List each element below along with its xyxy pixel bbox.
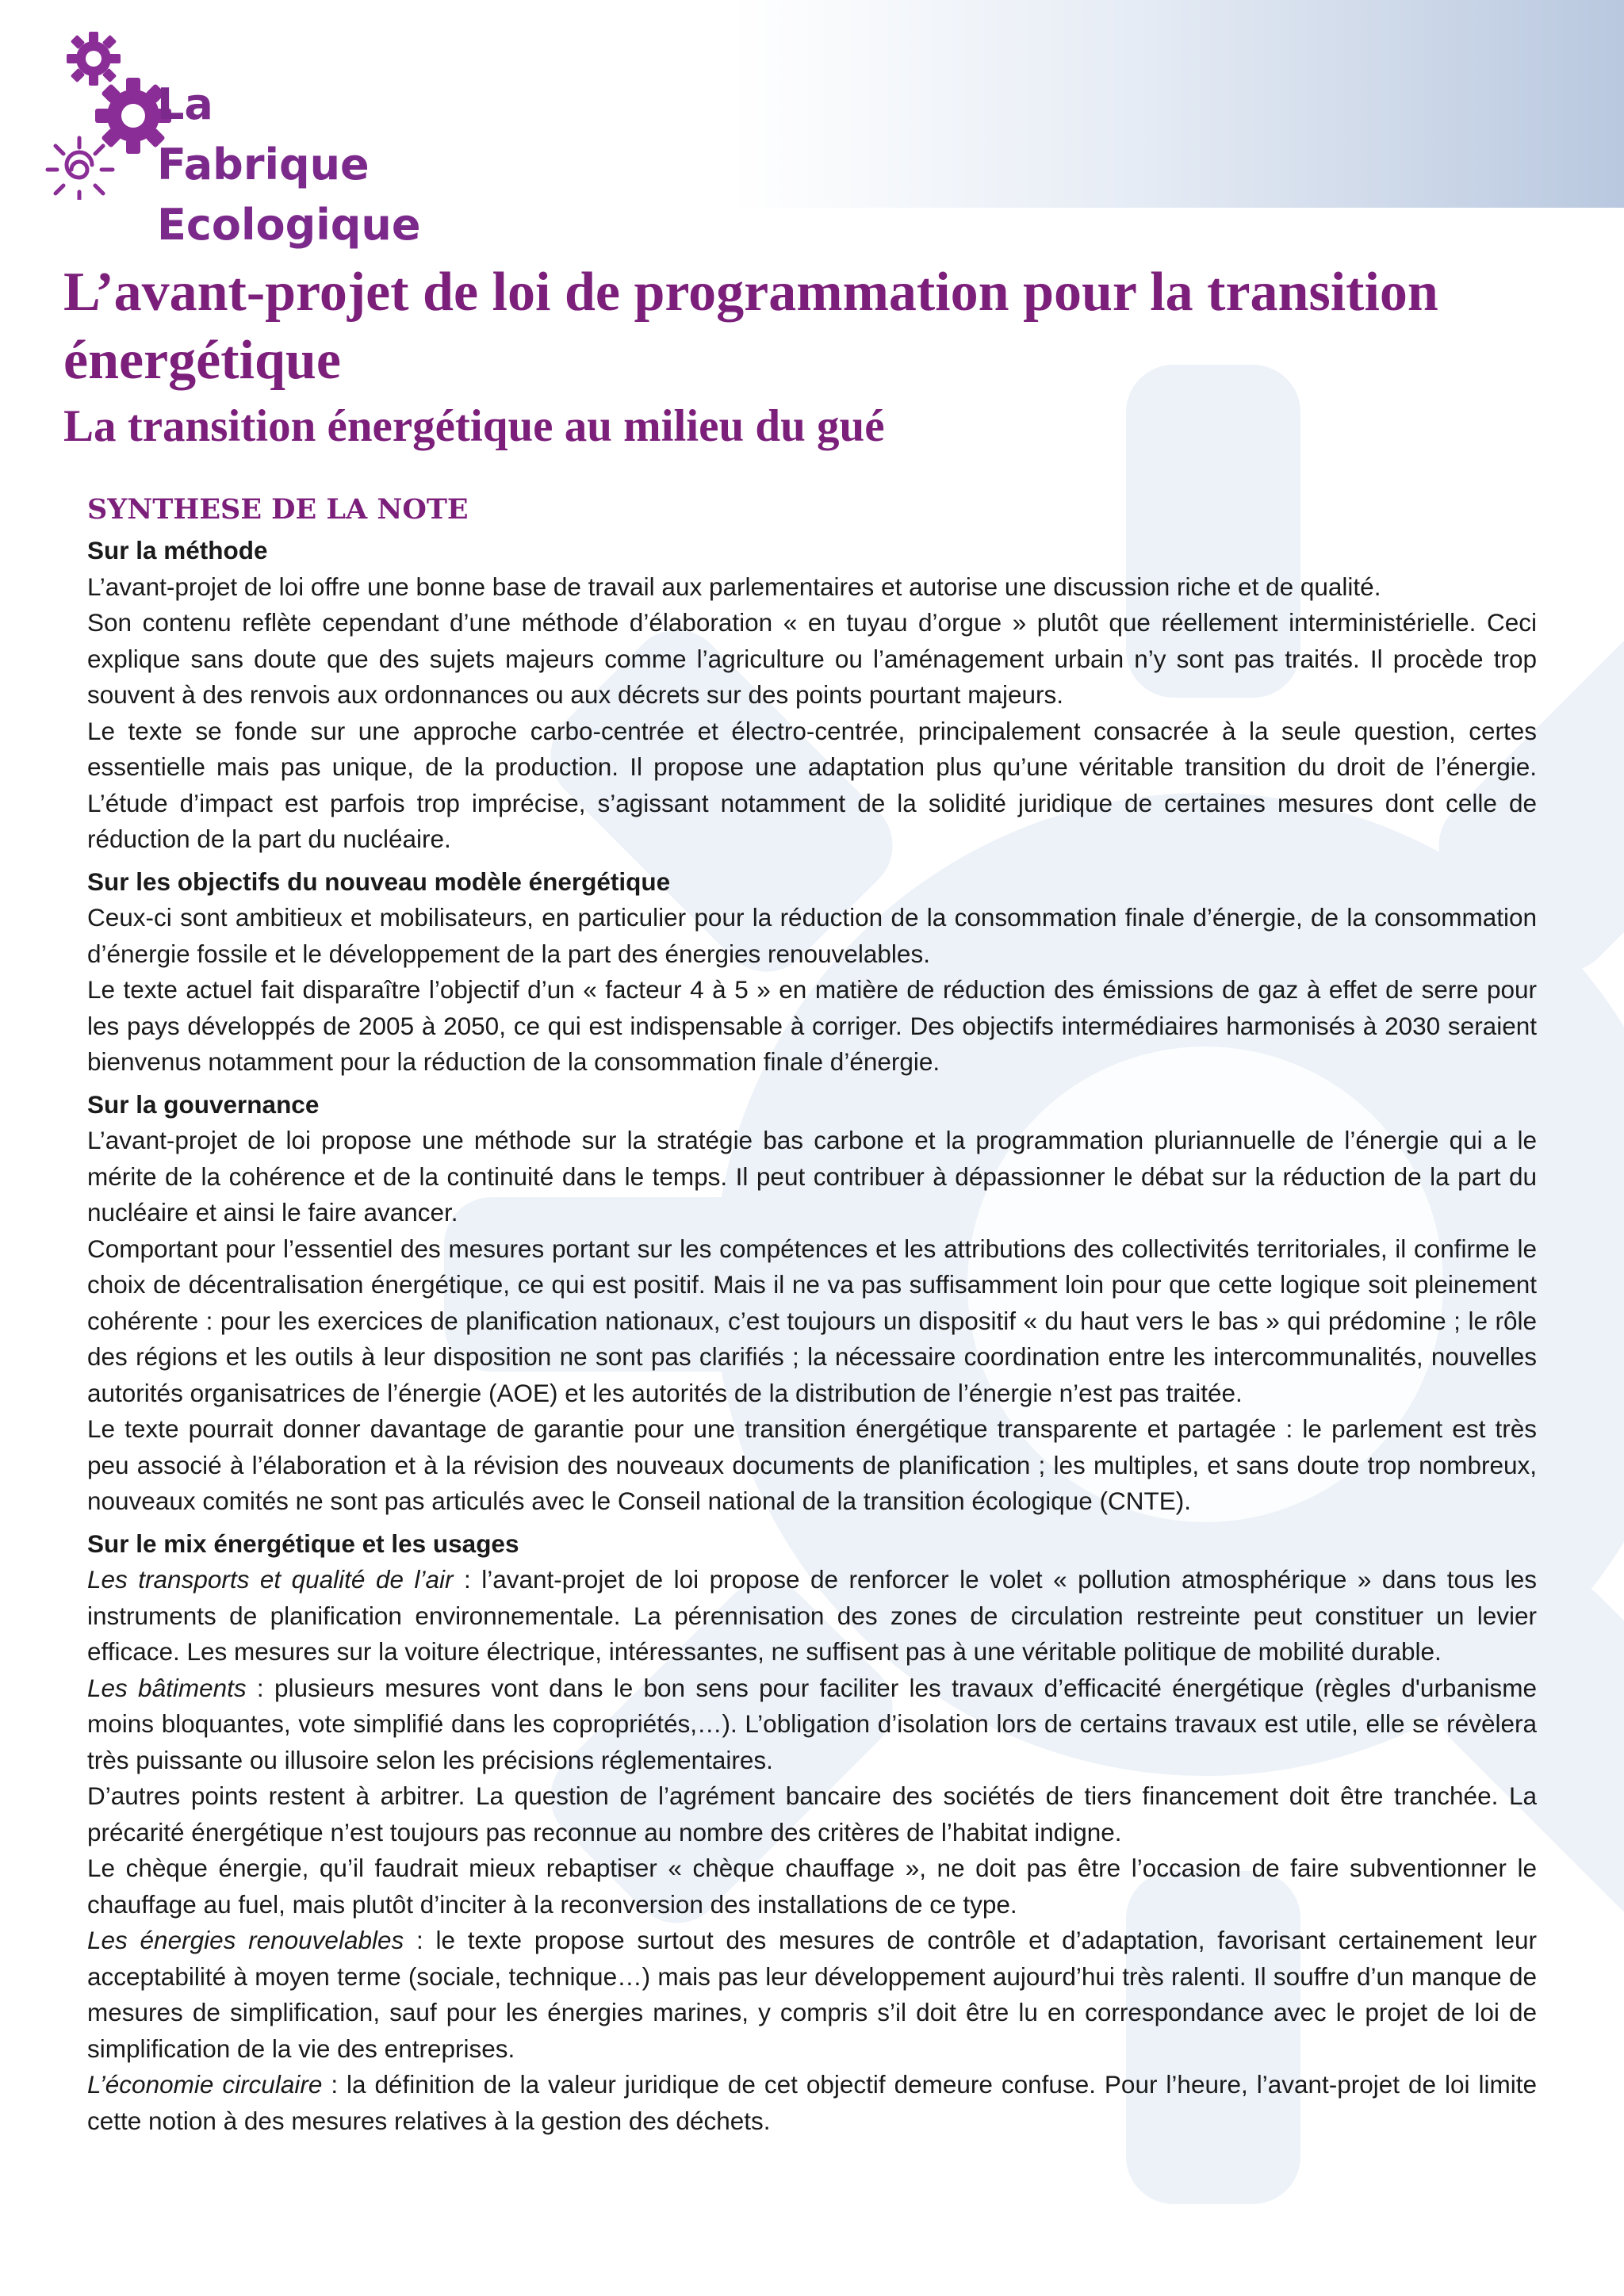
paragraph	[87, 1670, 1537, 1779]
synthesis-heading: SYNTHESE DE LA NOTE	[87, 493, 469, 526]
section-heading-objectifs: Sur les objectifs du nouveau modèle énergétique	[87, 867, 671, 896]
section-heading-methode: Sur la méthode	[87, 536, 268, 564]
paragraph: L’avant-projet de loi offre une bonne base de travail aux parlementaires et autorise une discussion riche et de qualité.	[87, 572, 1381, 601]
paragraph: Comportant pour l’essentiel des mesures portant sur les compétences et les attributions des collectivités territoriales, il confirme le choix de décentralisation énergétique, ce qui est positif. Mais il ne va pas suffisamment loin pour que cette logique soit pleinement cohérente : pour les exercices de planification nationaux, c’est toujours un dispositif « du haut vers le bas » qui prédomine ; le rôle des régions et les outils à leur disposition ne sont pas clarifiés ; la nécessaire coordination entre les intercommunalités, nouvelles autorités organisatrices de l’énergie (AOE) et les autorités de la distribution de l’énergie n’est pas traitée.	[87, 1234, 1537, 1407]
section-heading-gouvernance: Sur la gouvernance	[87, 1089, 320, 1119]
paragraph: Le texte se fonde sur une approche carbo-centrée et électro-centrée, principalement consacrée à la seule question, certes essentielle mais pas unique, de la production. Il propose une adaptation plus qu’une véritable transition du droit de l’énergie. L’étude d’impact est parfois trop imprécise, s’agissant notamment de la solidité juridique de certaines mesures dont celle de réduction de la part du nucléaire.	[87, 716, 1537, 853]
paragraph-lead: Les énergies renouvelables	[87, 1926, 404, 1954]
paragraph: Le texte pourrait donner davantage de garantie pour une transition énergétique transparente et partagée : le parlement est très peu associé à l’élaboration et à la révision des nouveaux documents de planification ; les multiples, et sans doute trop nombreux, nouveaux comités ne sont pas articulés avec le Conseil national de la transition écologique (CNTE).	[87, 1414, 1537, 1515]
document-subtitle: La transition énergétique au milieu du gué	[63, 401, 885, 451]
paragraph: Son contenu reflète cependant d’une méthode d’élaboration « en tuyau d’orgue » plutôt que réellement interministérielle. Ceci explique sans doute que des sujets majeurs comme l’agriculture ou l’aménagement urbain n’y sont pas traités. Il procède trop souvent à des renvois aux ordonnances ou aux décrets sur des points pourtant majeurs.	[87, 608, 1537, 709]
section-heading-mix: Sur le mix énergétique et les usages	[87, 1529, 519, 1558]
paragraph: Le chèque énergie, qu’il faudrait mieux rebaptiser « chèque chauffage », ne doit pas être l’occasion de faire subventionner le chauffage au fuel, mais plutôt d’inciter à la reconversion des installations de ce type.	[87, 1854, 1537, 1919]
paragraph-text: : la définition de la valeur juridique de cet objectif demeure confuse. Pour l’heure, l’avant-projet de loi limite cette notion à des mesures relatives à la gestion des déchets.	[87, 2070, 1537, 2135]
paragraph-lead: L’économie circulaire	[87, 2070, 323, 2099]
document-title: L’avant-projet de loi de programmation pour la transition énergétique	[63, 262, 1438, 391]
logo-line-1: La Fabrique	[157, 79, 370, 189]
paragraph-text: : l’avant-projet de loi propose de renforcer le volet « pollution atmosphérique » dans tous les instruments de planification environnementale. La pérennisation des zones de circulation restreinte peut constituer un levier efficace. Les mesures sur la voiture électrique, intéressantes, ne suffisent pas à une véritable politique de mobilité durable.	[87, 1565, 1538, 1666]
logo-line-2: Ecologique	[157, 200, 421, 250]
paragraph	[87, 1562, 1537, 1670]
paragraph: Le texte actuel fait disparaître l’objectif d’un « facteur 4 à 5 » en matière de réduction des émissions de gaz à effet de serre pour les pays développés de 2005 à 2050, ce qui est indispensable à corriger. Des objectifs intermédiaires harmonisés à 2030 seraient bienvenus notamment pour la réduction de la consommation finale d’énergie.	[87, 975, 1537, 1076]
paragraph: Ceux-ci sont ambitieux et mobilisateurs, en particulier pour la réduction de la consommation finale d’énergie, de la consommation d’énergie fossile et le développement de la part des énergies renouvelables.	[87, 903, 1537, 968]
paragraph-text: : plusieurs mesures vont dans le bon sens pour faciliter les travaux d’efficacité énergétique (règles d'urbanisme moins bloquantes, vote simplifié dans les copropriétés,…). L’obligation d’isolation lors de certains travaux est utile, elle se révèlera très puissante ou illusoire selon les précisions réglementaires.	[87, 1673, 1537, 1774]
paragraph: L’avant-projet de loi propose une méthode sur la stratégie bas carbone et la programmation pluriannuelle de l’énergie qui a le mérite de la cohérence et de la continuité dans le temps. Il peut contribuer à dépassionner le débat sur la réduction de la part du nucléaire et ainsi le faire avancer.	[87, 1126, 1537, 1226]
paragraph-text: : le texte propose surtout des mesures de contrôle et d’adaptation, favorisant certainement leur acceptabilité à moyen terme (sociale, technique…) mais pas leur développement aujourd’hui très ralenti. Il souffre d’un manque de mesures de simplification, sauf pour les énergies marines, y compris s’il doit être lu en correspondance avec le projet de loi de simplification de la vie des entreprises.	[87, 1926, 1537, 2063]
paragraph	[87, 2067, 1537, 2139]
paragraph	[87, 1923, 1537, 2067]
paragraph-lead: Les bâtiments	[87, 1673, 247, 1702]
paragraph-lead: Les transports et qualité de l’air	[87, 1565, 454, 1594]
paragraph: D’autres points restent à arbitrer. La question de l’agrément bancaire des sociétés de tiers financement doit être tranchée. La précarité énergétique n’est toujours pas reconnue au nombre des critères de l’habitat indigne.	[87, 1781, 1537, 1846]
synthesis-body	[87, 533, 1537, 2139]
